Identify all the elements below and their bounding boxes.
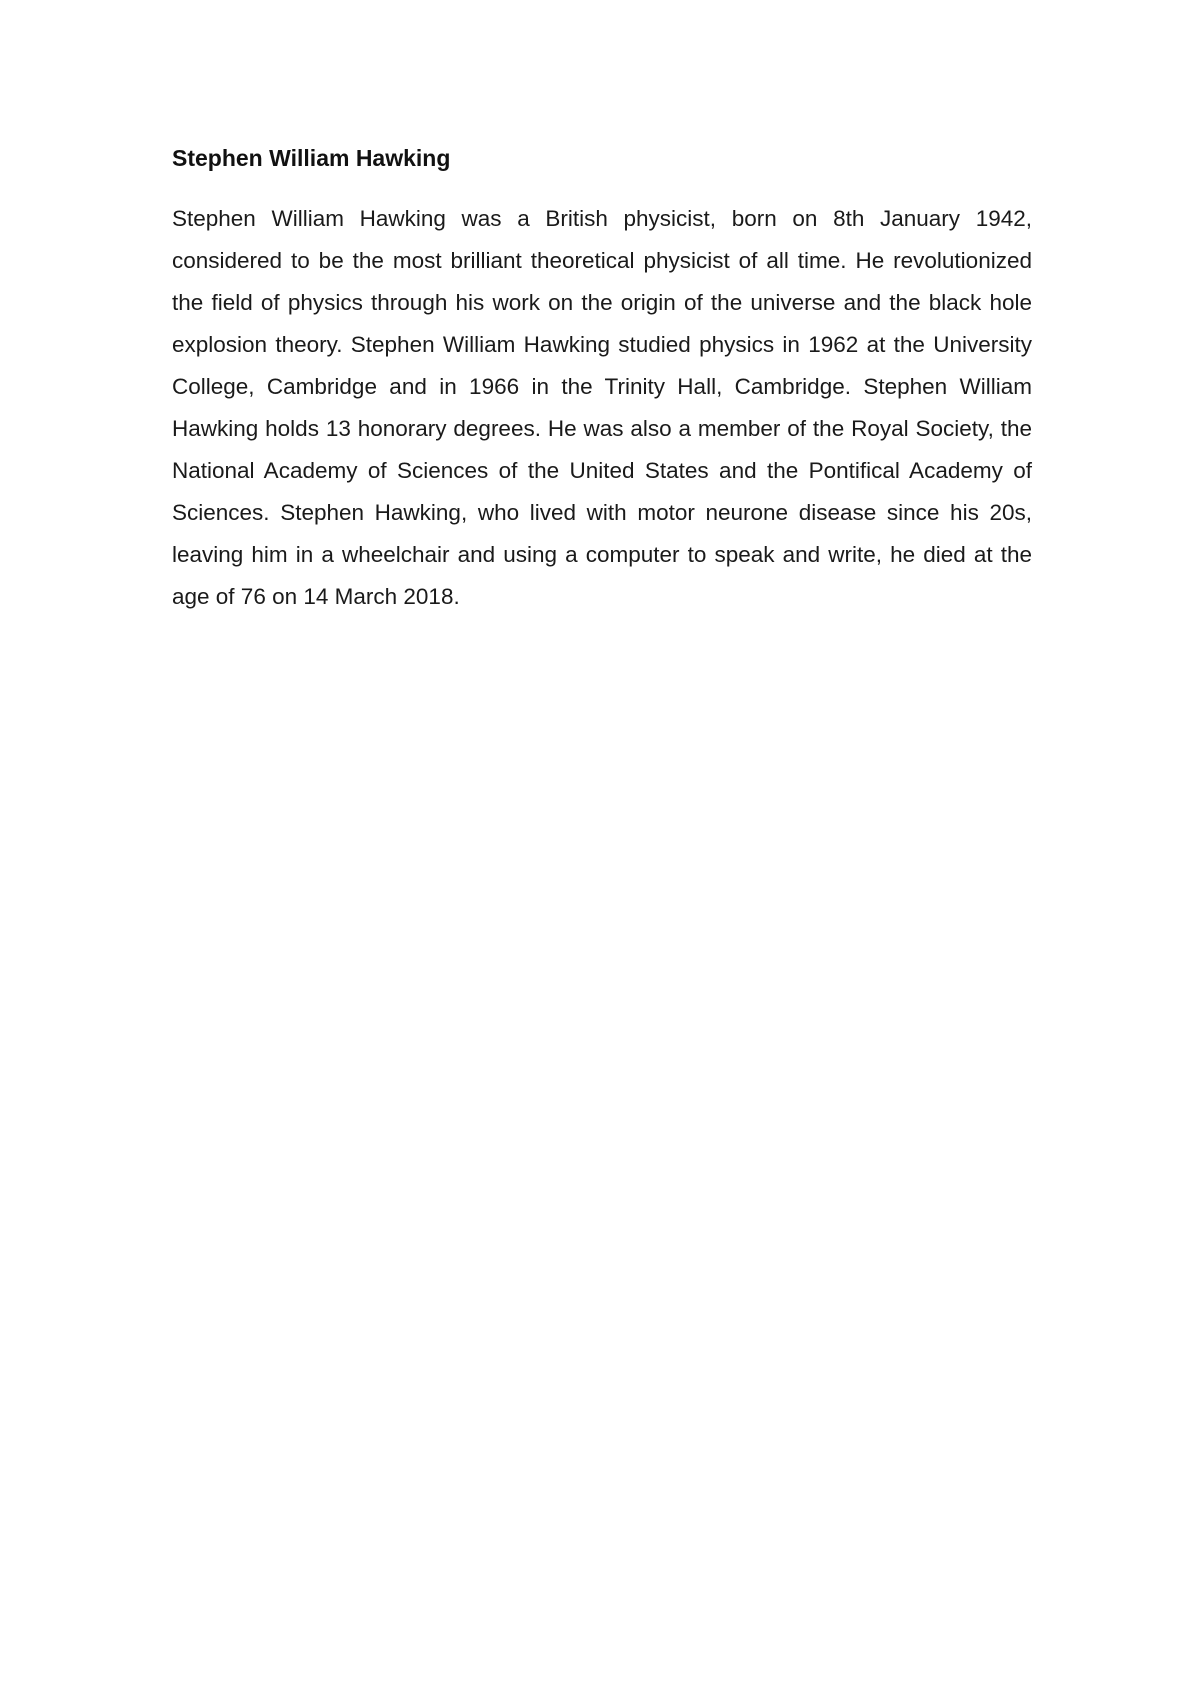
document-title: Stephen William Hawking — [172, 145, 451, 171]
body-paragraph: Stephen William Hawking was a British physicist, born on 8th January 1942, considered to be the most brilliant theoretical physicist of all time. He revolutionized the field of physics through his work on the origin of the universe and the black hole explosion theory. Stephen William Hawking studied physics in 1962 at the University College, Cambridge and in 1966 in the Trinity Hall, Cambridge. Stephen William Hawking holds 13 honorary degrees. He was also a member of the Royal Society, the National Academy of Sciences of the United States and the Pontifical Academy of Sciences. Stephen Hawking, who lived with motor neurone disease since his 20s, leaving him in a wheelchair and using a computer to speak and write, he died at the age of 76 on 14 March 2018. — [172, 206, 1032, 609]
